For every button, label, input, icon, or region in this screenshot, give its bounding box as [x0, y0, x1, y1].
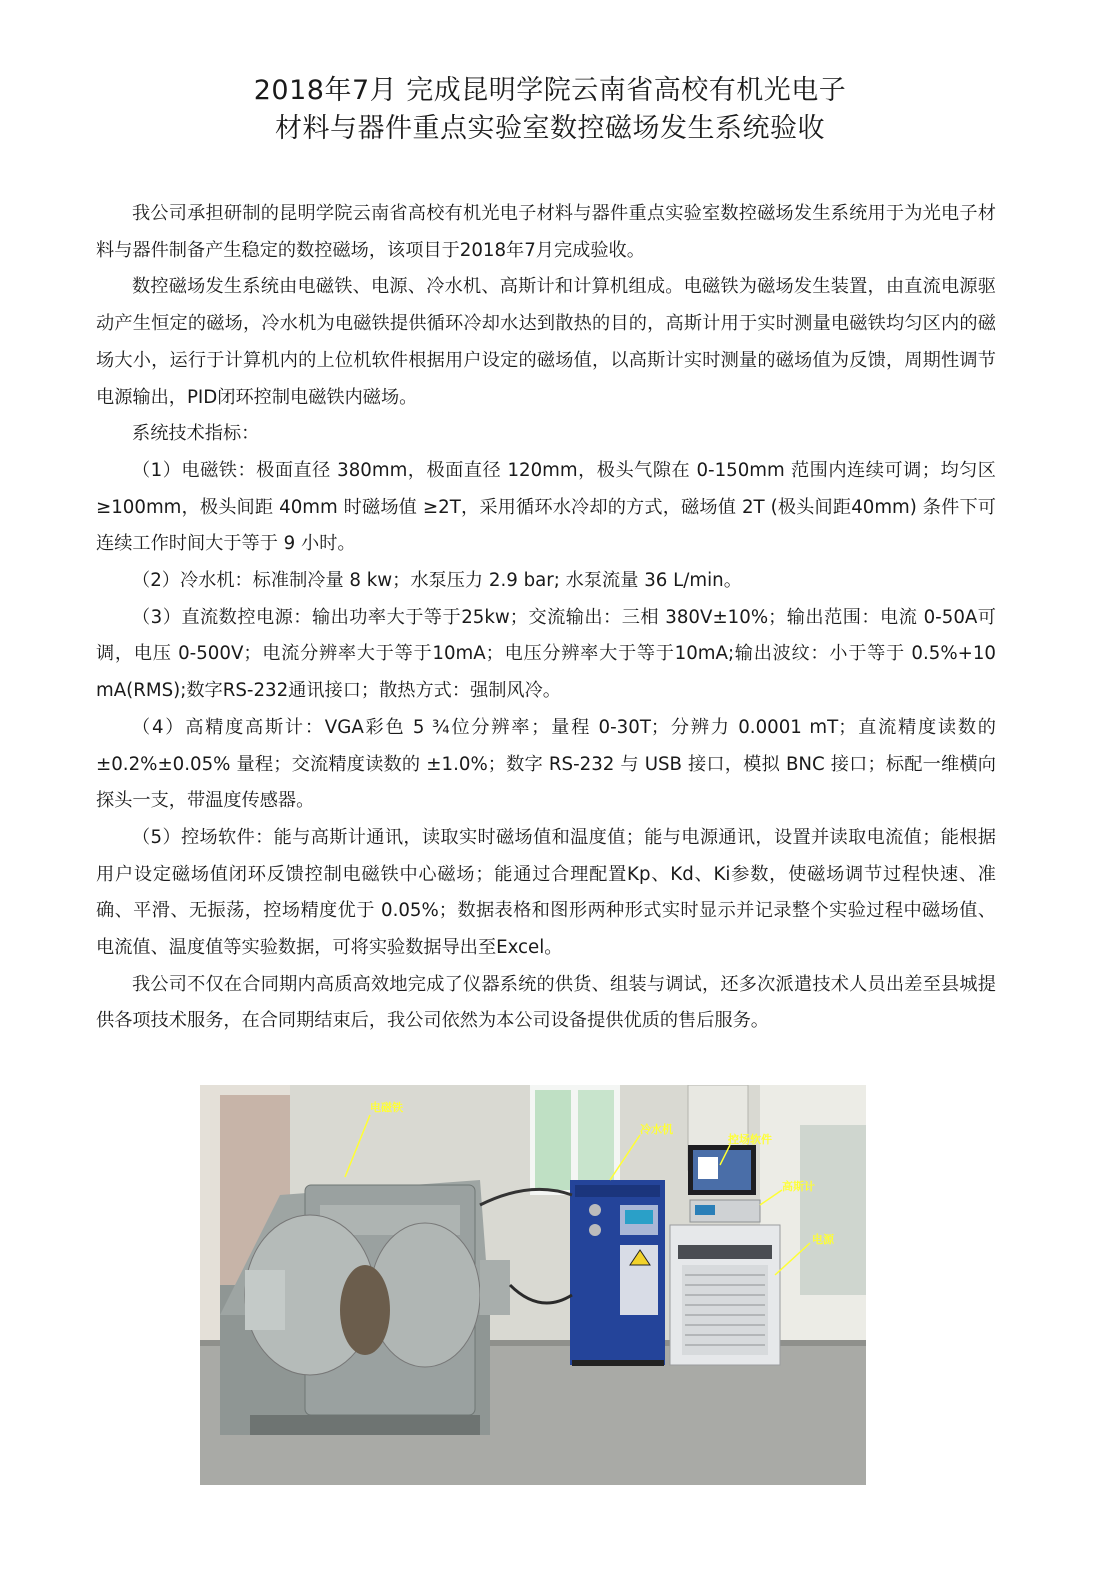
paragraph-spec-power: （3）直流数控电源：输出功率大于等于25kw；交流输出：三相 380V±10%；输出范围：电流 0-50A可调，电压 0-500V；电流分辨率大于等于10mA；电压分辨率大于等于10mA;输出波纹：小于等于 0.5%+10 mA(RMS);数字RS-232通讯接口；散热方式：强制风冷。 [96, 606, 996, 702]
label-chiller: 冷水机 [640, 1123, 673, 1136]
page-title [0, 72, 1100, 148]
label-electromagnet: 电磁铁 [370, 1101, 403, 1114]
paragraph-spec-electromagnet: （1）电磁铁：极面直径 380mm，极面直径 120mm，极头气隙在 0-150mm 范围内连续可调；均匀区 ≥100mm，极头间距 40mm 时磁场值 ≥2T，采用循环水冷却的方式，磁场值 2T (极头间距40mm) 条件下可连续工作时间大于等于 9 小时。 [96, 459, 996, 555]
label-gaussmeter: 高斯计 [782, 1180, 815, 1193]
paragraph-spec-gaussmeter: （4）高精度高斯计：VGA彩色 5 ¾位分辨率；量程 0-30T；分辨力 0.0001 mT；直流精度读数的 ±0.2%±0.05% 量程；交流精度读数的 ±1.0%；数字 RS-232 与 USB 接口，模拟 BNC 接口；标配一维横向探头一支，带温度传感器。 [96, 716, 996, 812]
chiller-illustration [570, 1180, 665, 1366]
article-body [96, 196, 996, 1040]
title-line-2: 材料与器件重点实验室数控磁场发生系统验收 [275, 113, 825, 144]
label-power: 电源 [812, 1233, 834, 1246]
paragraph-spec-chiller: （2）冷水机：标准制冷量 8 kw；水泵压力 2.9 bar; 水泵流量 36 L/min。 [132, 570, 742, 592]
paragraph-spec-heading: 系统技术指标： [132, 423, 260, 445]
paragraph-system: 数控磁场发生系统由电磁铁、电源、冷水机、高斯计和计算机组成。电磁铁为磁场发生装置，由直流电源驱动产生恒定的磁场，冷水机为电磁铁提供循环冷却水达到散热的目的，高斯计用于实时测量电磁铁均匀区内的磁场大小，运行于计算机内的上位机软件根据用户设定的磁场值，以高斯计实时测量的磁场值为反馈，周期性调节电源输出，PID闭环控制电磁铁内磁场。 [96, 276, 996, 408]
equipment-photo [200, 1085, 866, 1485]
label-software: 控场软件 [728, 1133, 772, 1146]
paragraph-spec-software: （5）控场软件：能与高斯计通讯，读取实时磁场值和温度值；能与电源通讯，设置并读取电流值；能根据用户设定磁场值闭环反馈控制电磁铁中心磁场；能通过合理配置Kp、Kd、Ki参数，使磁场调节过程快速、准确、平滑、无振荡，控场精度优于 0.05%；数据表格和图形两种形式实时显示并记录整个实验过程中磁场值、电流值、温度值等实验数据，可将实验数据导出至Excel。 [96, 826, 996, 959]
paragraph-intro: 我公司承担研制的昆明学院云南省高校有机光电子材料与器件重点实验室数控磁场发生系统用于为光电子材料与器件制备产生稳定的数控磁场，该项目于2018年7月完成验收。 [96, 203, 996, 261]
title-line-1: 2018年7月 完成昆明学院云南省高校有机光电子 [253, 75, 847, 106]
paragraph-service: 我公司不仅在合同期内高质高效地完成了仪器系统的供货、组装与调试，还多次派遣技术人员出差至县城提供各项技术服务，在合同期结束后，我公司依然为本公司设备提供优质的售后服务。 [96, 973, 996, 1032]
